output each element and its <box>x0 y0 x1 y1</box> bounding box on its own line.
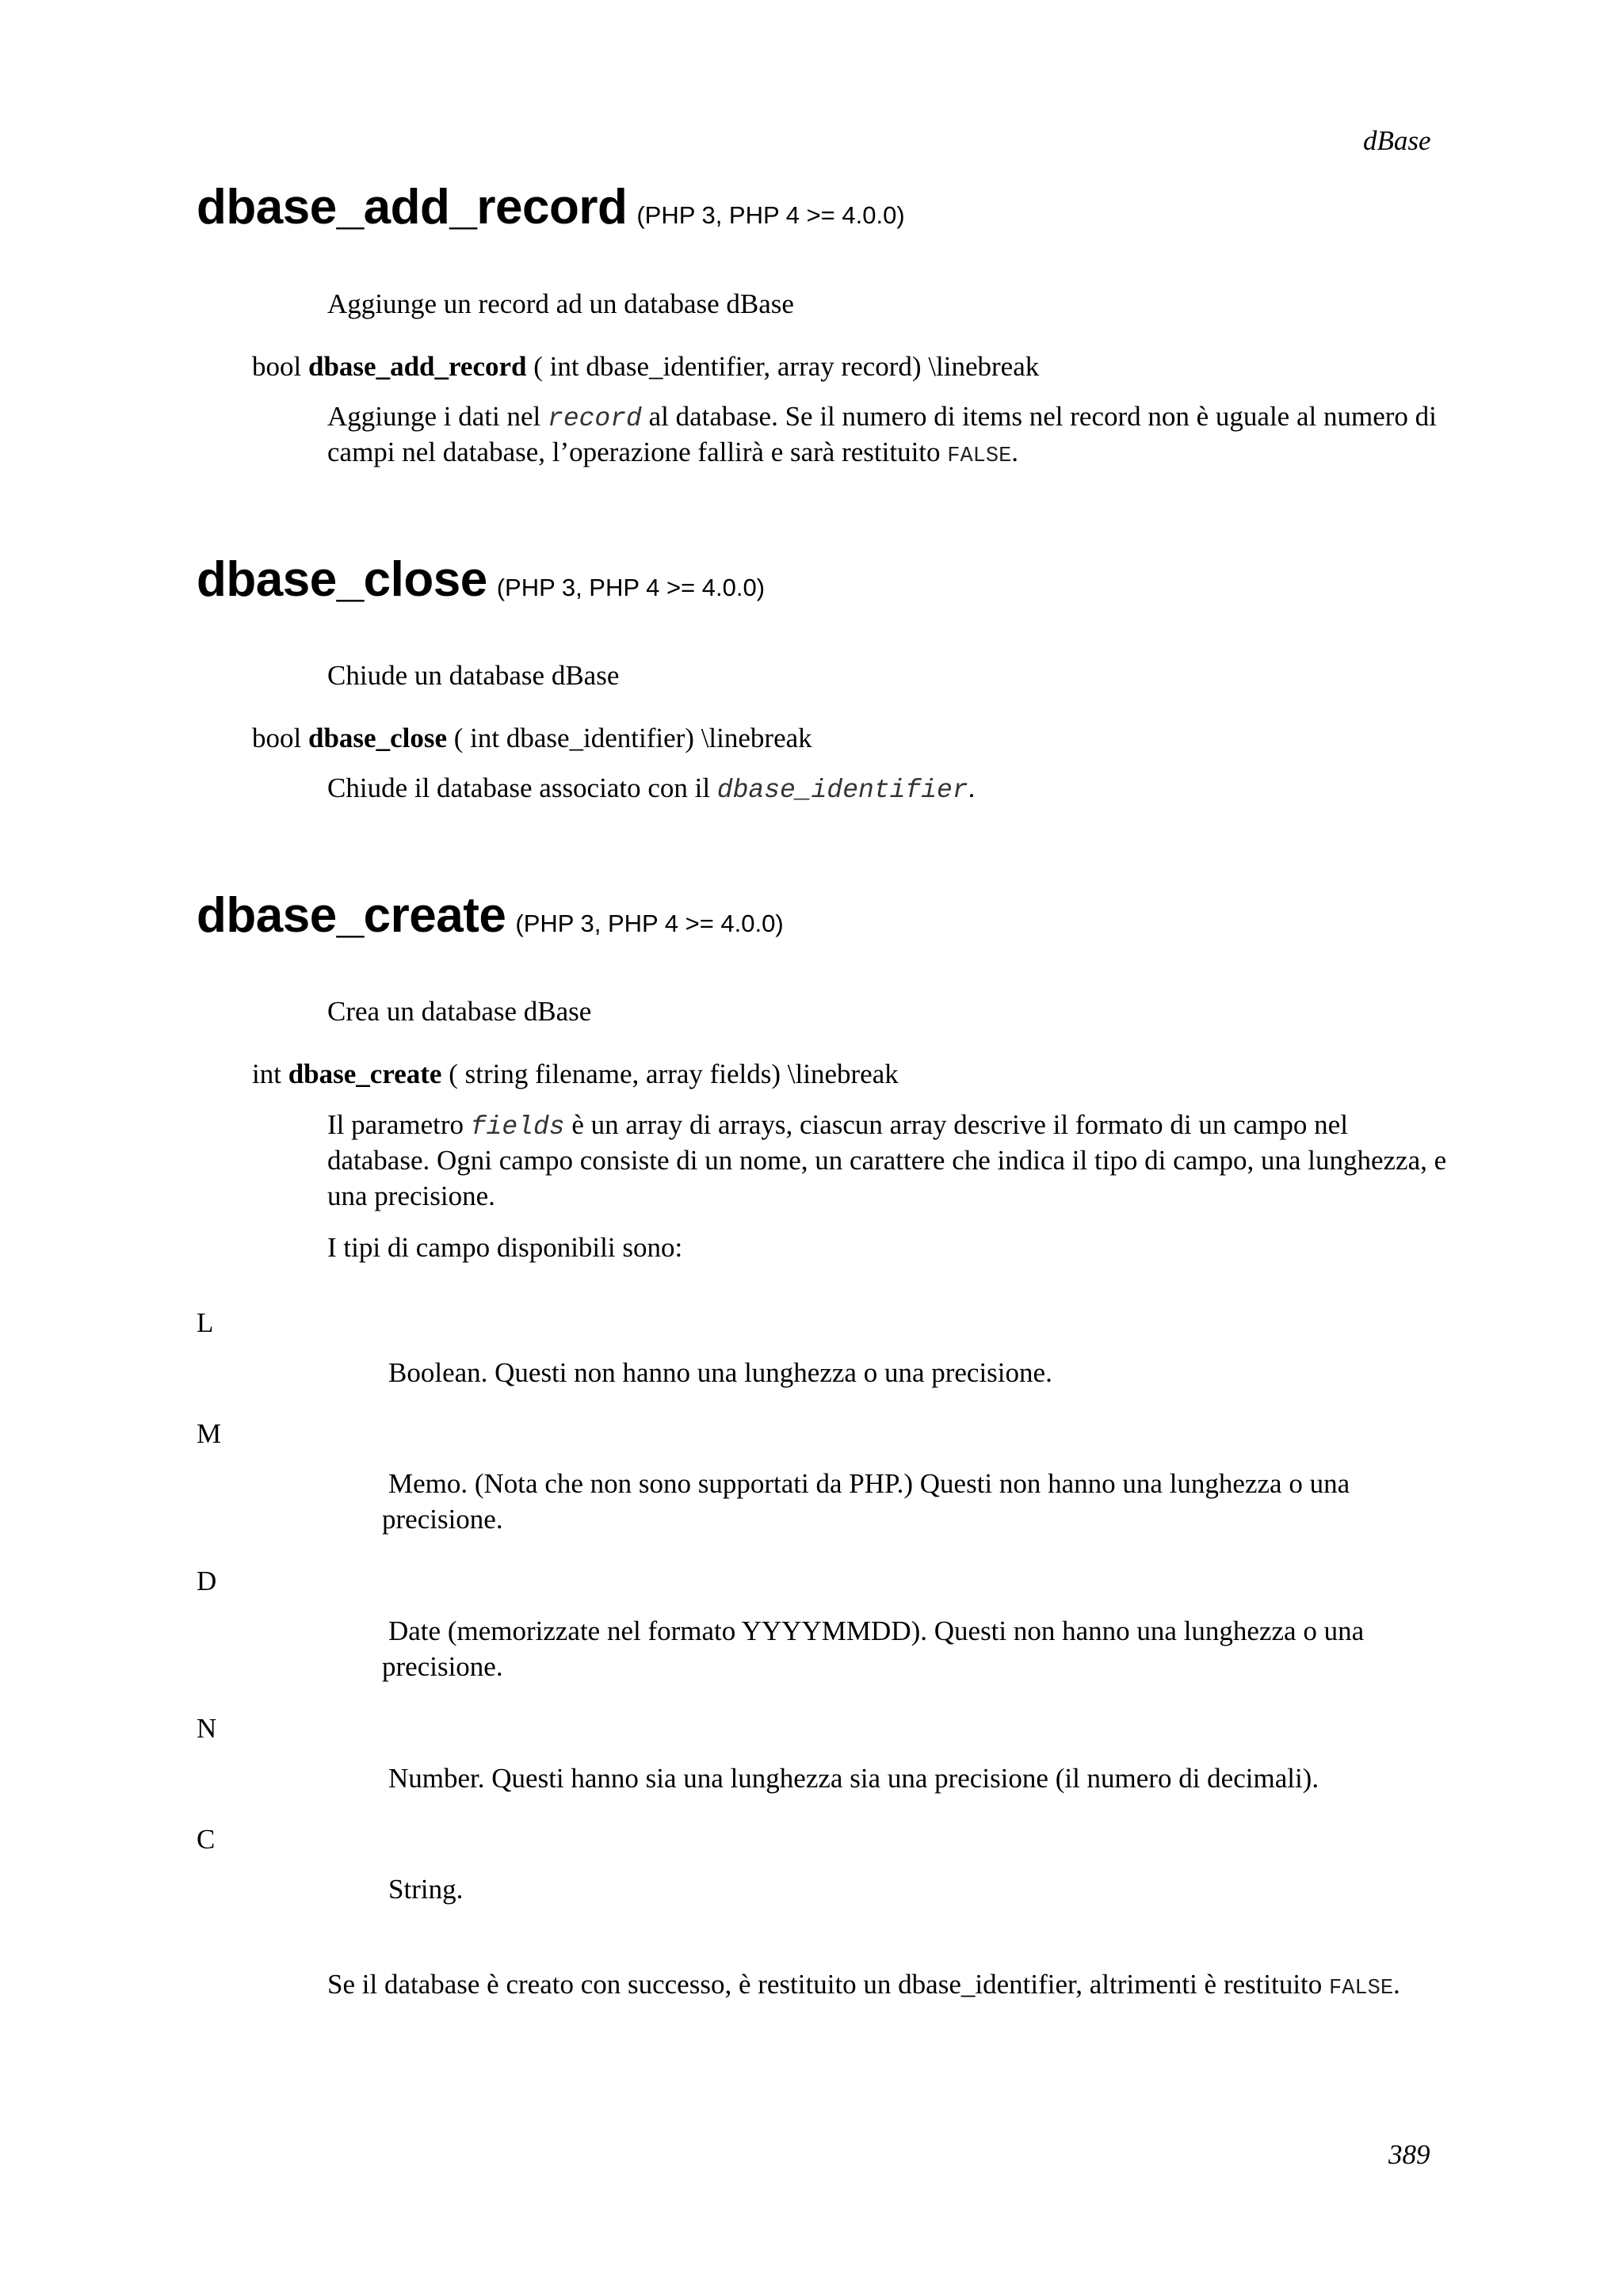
description-line: una precisione. <box>327 1180 495 1211</box>
field-types-intro: I tipi di campo disponibili sono: <box>327 1232 683 1263</box>
function-summary: Chiude un database dBase <box>327 660 620 691</box>
parameter-name: fields <box>470 1112 565 1142</box>
field-type-description: Date (memorizzate nel formato YYYYMMDD). Questi non hanno una lunghezza o una <box>388 1615 1365 1646</box>
constant-false: FALSE <box>1329 1977 1394 2000</box>
function-versions: (PHP 3, PHP 4 >= 4.0.0) <box>636 201 905 229</box>
synopsis-args: ( string filename, array fields) \linebreak <box>449 1058 899 1089</box>
description-text: . <box>968 772 976 803</box>
function-synopsis <box>252 723 812 754</box>
field-type-description: String. <box>388 1874 464 1905</box>
function-name: dbase_create <box>197 888 506 943</box>
function-heading-dbase-create <box>197 887 784 944</box>
function-name: dbase_close <box>197 552 487 607</box>
running-header: dBase <box>1363 125 1431 156</box>
description-text: campi nel database, l’operazione fallirà e sarà restituito <box>327 437 941 467</box>
field-type-description: Boolean. Questi non hanno una lunghezza o una precisione. <box>388 1357 1052 1388</box>
field-type-description: Memo. (Nota che non sono supportati da PHP.) Questi non hanno una lunghezza o una <box>388 1468 1350 1499</box>
description-text: . <box>1393 1969 1400 2000</box>
description-line: database. Ogni campo consiste di un nome, un carattere che indica il tipo di campo, una lunghezza, e <box>327 1145 1447 1176</box>
function-synopsis <box>252 1058 899 1090</box>
description-text: Chiude il database associato con il <box>327 772 711 803</box>
description-line <box>327 401 1437 433</box>
function-synopsis <box>252 351 1039 383</box>
function-heading-dbase-close <box>197 551 765 608</box>
description-text: è un array di arrays, ciascun array descrive il formato di un campo nel <box>571 1109 1348 1140</box>
function-name: dbase_add_record <box>197 180 628 235</box>
field-type-code: D <box>197 1566 217 1596</box>
synopsis-function-name: dbase_create <box>288 1058 442 1089</box>
parameter-name: dbase_identifier <box>716 776 968 805</box>
description-line <box>327 437 1018 468</box>
synopsis-args: ( int dbase_identifier, array record) \linebreak <box>533 351 1040 382</box>
field-type-code: L <box>197 1307 214 1338</box>
field-type-code: C <box>197 1824 216 1855</box>
description-line <box>327 772 975 805</box>
synopsis-return-type: bool <box>252 351 302 382</box>
function-versions: (PHP 3, PHP 4 >= 4.0.0) <box>496 574 766 601</box>
description-text: al database. Se il numero di items nel record non è uguale al numero di <box>648 401 1437 432</box>
description-text: Aggiunge i dati nel <box>327 401 541 432</box>
page-number: 389 <box>1388 2139 1430 2170</box>
synopsis-return-type: bool <box>252 723 302 753</box>
synopsis-args: ( int dbase_identifier) \linebreak <box>453 723 812 753</box>
description-line <box>327 1109 1348 1142</box>
synopsis-function-name: dbase_add_record <box>307 351 527 382</box>
function-summary: Aggiunge un record ad un database dBase <box>327 288 794 319</box>
synopsis-return-type: int <box>252 1058 281 1089</box>
function-summary: Crea un database dBase <box>327 996 592 1027</box>
field-type-code: N <box>197 1713 217 1744</box>
field-type-code: M <box>197 1418 222 1449</box>
function-versions: (PHP 3, PHP 4 >= 4.0.0) <box>515 910 784 937</box>
field-type-description: precisione. <box>382 1651 503 1682</box>
function-heading-dbase-add-record <box>197 179 905 235</box>
description-text: Il parametro <box>327 1109 464 1140</box>
parameter-name: record <box>548 404 642 433</box>
return-value-note <box>327 1969 1400 2000</box>
description-text: . <box>1011 437 1019 467</box>
field-type-description: precisione. <box>382 1504 503 1535</box>
synopsis-function-name: dbase_close <box>307 723 447 753</box>
description-text: Se il database è creato con successo, è restituito un dbase_identifier, altrimenti è restituito <box>327 1969 1323 2000</box>
field-type-description: Number. Questi hanno sia una lunghezza sia una precisione (il numero di decimali). <box>388 1763 1319 1794</box>
constant-false: FALSE <box>947 444 1012 468</box>
